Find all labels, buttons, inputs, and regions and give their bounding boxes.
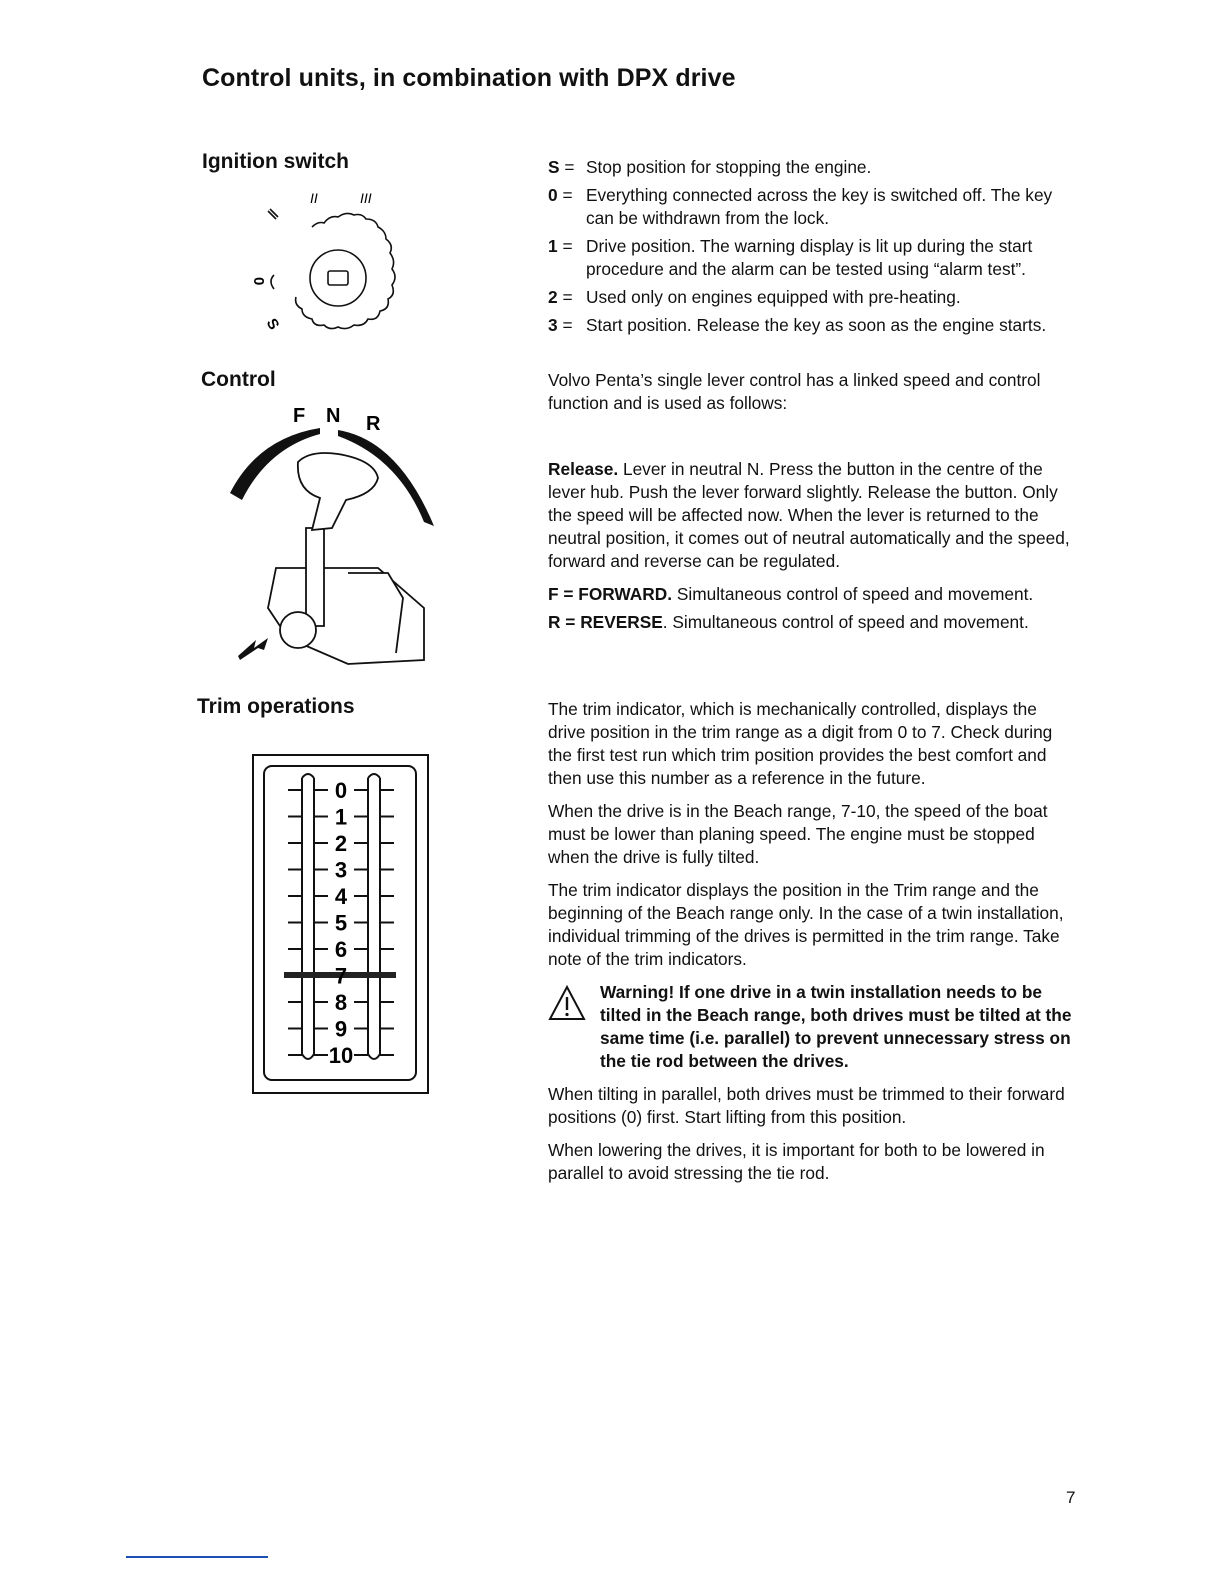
trim-para-1: The trim indicator, which is mechanically controlled, displays the drive position in the trim range as a digit from 0 to 7. Check during the first test run which trim position provides the best comfort and then use this number as a reference in the future. <box>548 699 1053 788</box>
control-release-section <box>548 458 1078 644</box>
trim-scale-digit: 10 <box>328 1043 354 1068</box>
def-eq: = <box>562 315 573 335</box>
reverse-key: R = <box>548 612 576 632</box>
ignition-label-III: III <box>360 190 372 206</box>
release-text: Lever in neutral N. Press the button in the centre of the lever hub. Push the lever forward slightly. Release the button. Only the speed will be affected now. When the lever is returned to the neutral position, it comes out of neutral automatically and the speed, forward and reverse can be regulated. <box>548 459 1070 571</box>
trim-para-4: When tilting in parallel, both drives must be trimmed to their forward positions (0) first. Start lifting from this position. <box>548 1084 1065 1127</box>
def-eq: = <box>562 287 573 307</box>
ignition-switch-illustration <box>240 185 430 360</box>
control-heading: Control <box>201 368 276 391</box>
def-text: Stop position for stopping the engine. <box>586 157 872 177</box>
def-start <box>548 314 1078 337</box>
trim-indicator-illustration <box>252 754 430 1096</box>
def-eq: = <box>562 185 573 205</box>
trim-scale-digit: 4 <box>334 884 348 909</box>
lever-shaft <box>306 528 324 626</box>
release-paragraph <box>548 458 1078 573</box>
def-text: Drive position. The warning display is lit up during the start procedure and the alarm can be tested using “alarm test”. <box>586 236 1033 279</box>
trim-scale-digit: 1 <box>334 804 348 830</box>
trim-scale-digit: 7 <box>334 963 348 989</box>
ignition-inner-circle <box>310 250 366 306</box>
def-eq: = <box>562 236 573 256</box>
def-drive <box>548 235 1078 281</box>
warning-block <box>548 981 1078 1073</box>
def-key: 3 <box>548 315 558 335</box>
forward-label: FORWARD. <box>578 584 673 604</box>
forward-key: F = <box>548 584 574 604</box>
ignition-key-slot <box>328 271 348 285</box>
def-key: 2 <box>548 287 558 307</box>
trim-scale-digit: 8 <box>334 990 348 1015</box>
forward-text: Simultaneous control of speed and movement. <box>676 584 1034 604</box>
def-text: Everything connected across the key is switched off. The key can be withdrawn from the lock. <box>586 185 1053 228</box>
forward-line <box>548 583 1078 606</box>
def-key: 0 <box>548 185 558 205</box>
trim-scale-digit: 3 <box>334 857 348 883</box>
trim-text-section <box>548 698 1078 1195</box>
def-eq: = <box>564 157 575 177</box>
reverse-label: REVERSE <box>580 612 663 632</box>
ignition-definitions <box>548 156 1078 342</box>
lever-handle <box>298 453 378 530</box>
trim-para-3: The trim indicator displays the position in the Trim range and the beginning of the Beach range only. In the case of a twin installation, individual trimming of the drives is permitted in the trim range. Take note of the trim indicators. <box>548 880 1064 969</box>
trim-scale-digit: 2 <box>334 831 348 856</box>
control-intro-text: Volvo Penta’s single lever control has a linked speed and control function and is used as follows: <box>548 370 1041 413</box>
ignition-heading: Ignition switch <box>202 150 349 173</box>
trim-scale-digit: 9 <box>334 1016 348 1042</box>
control-label-R: R <box>366 413 381 435</box>
def-preheat <box>548 286 1078 309</box>
control-intro <box>548 369 1078 425</box>
control-label-F: F <box>293 405 306 427</box>
ignition-label-II: II <box>310 190 318 206</box>
trim-scale-digit: 6 <box>334 937 348 962</box>
ignition-label-S: S <box>262 315 283 333</box>
page-number: 7 <box>1066 1488 1076 1507</box>
lever-hub <box>280 612 316 648</box>
def-stop <box>548 156 1078 179</box>
def-text: Start position. Release the key as soon as the engine starts. <box>586 315 1047 335</box>
release-label: Release. <box>548 459 619 479</box>
ignition-label-0: 0 <box>250 277 267 286</box>
control-lever-illustration <box>228 398 448 668</box>
trim-para-2: When the drive is in the Beach range, 7-10, the speed of the boat must be lower than planing speed. The engine must be stopped when the drive is fully tilted. <box>548 801 1048 867</box>
hub-button-arrow <box>238 638 268 660</box>
reverse-line <box>548 611 1078 634</box>
def-key: 1 <box>548 236 558 256</box>
trim-heading: Trim operations <box>197 695 355 718</box>
control-label-N: N <box>326 405 341 427</box>
reverse-text: . Simultaneous control of speed and movement. <box>662 612 1029 632</box>
trim-scale-digit: 5 <box>334 910 348 936</box>
def-key: S <box>548 157 560 177</box>
page-title: Control units, in combination with DPX drive <box>202 64 736 92</box>
trim-scale-digit: 0 <box>334 778 348 803</box>
def-text: Used only on engines equipped with pre-heating. <box>586 287 961 307</box>
warning-text: Warning! If one drive in a twin installation needs to be tilted in the Beach range, both drives must be tilted at the same time (i.e. parallel) to prevent unnecessary stress on the tie rod between the drives. <box>600 982 1072 1071</box>
warning-triangle-icon <box>548 985 586 1021</box>
trim-para-5: When lowering the drives, it is important for both to be lowered in parallel to avoid stressing the tie rod. <box>548 1140 1045 1183</box>
def-off <box>548 184 1078 230</box>
footer-rule <box>126 1556 268 1558</box>
